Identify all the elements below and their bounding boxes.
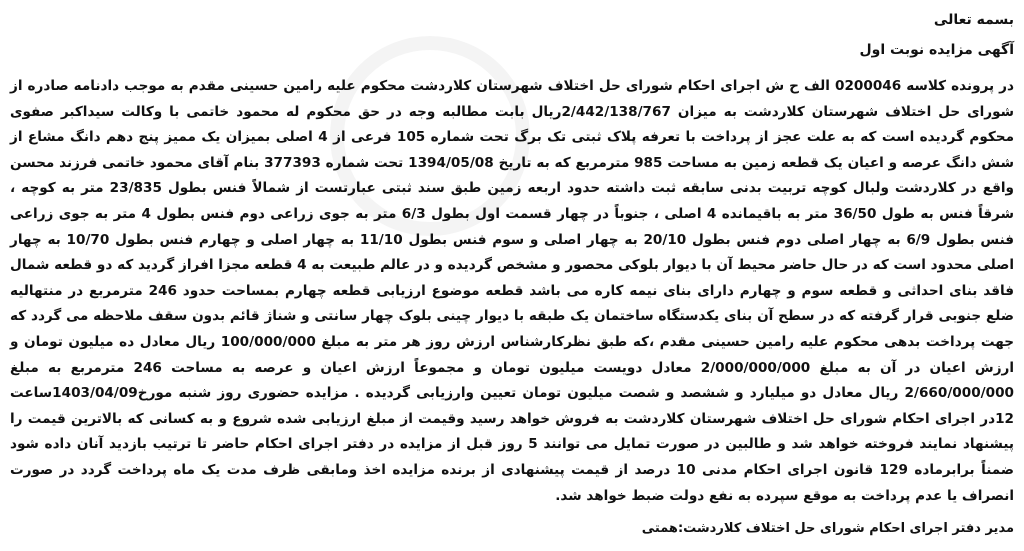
basmala-heading: بسمه تعالی	[933, 12, 1014, 28]
notice-body: در پرونده کلاسه 0200046 الف ح ش اجرای احکام شورای حل اختلاف شهرستان کلاردشت محکوم علیه رامین حسینی مقدم به موجب دادنامه صادره از شورای حل اختلاف شهرستان کلاردشت به میزان 2/442/138/767ریال بابت مطالبه وجه در حق محکوم له محمود خاتمی با وکالت سیداکبر صفوی محکوم گردیده است که به علت عجز از پرداخت با تعرفه پلاک ثبتی تک برگ تحت شماره 105 فرعی از 4 اصلی بمیزان یک ممیز پنج دهم دانگ مشاع از شش دانگ عرصه و اعیان یک قطعه زمین به مساحت 985 مترمربع که به تاریخ 1394/05/08 تحت شماره 377393 بنام آقای محمود خاتمی فرزند محسن واقع در کلاردشت ولبال کوچه تربیت بدنی سابقه ثبت داشته حدود اربعه زمین طبق سند ثبتی عبارتست از شمالاً فنس بطول 23/835 متر به کوچه ، شرقاً فنس به طول 36/50 متر به باقیمانده 4 اصلی ، جنوباً در چهار قسمت اول بطول 6/3 متر به جوی زراعی دوم فنس بطول 4 متر به جوی زراعی فنس بطول 6/9 به چهار اصلی دوم فنس بطول 20/10 به چهار اصلی و سوم فنس بطول 11/10 به چهار اصلی و چهارم فنس بطول 10/70 به چهار اصلی محدود است که در حال حاضر محیط آن با دیوار بلوکی محصور و مشخص گردیده و در عالم طبیعت به 4 قطعه مجزا افراز گردید که دو قطعه شمال فاقد بنای احداثی و قطعه سوم و چهارم دارای بنای نیمه کاره می باشد قطعه موضوع ارزیابی قطعه چهارم بمساحت حدود 246 مترمربع در منتهالیه ضلع جنوبی قرار گرفته که در سطح آن بنای یکدستگاه ساختمان یک طبقه با دیوار چینی بلوک چهار سانتی و شناژ قائم بدون سقف ملاحظه می گردد که جهت پرداخت بدهی محکوم علیه رامین حسینی مقدم ،که طبق نظرکارشناس ارزش روز هر متر به مبلغ 100/000/000 ریال معادل ده میلیون تومان و ارزش اعیان در آن به مبلغ 2/000/000/000 معادل دویست میلیون تومان و مجموعاً ارزش اعیان و عرصه به مساحت 246 مترمربع به مبلغ 2/660/000/000 ریال معادل دو میلیارد و ششصد و شصت میلیون تومان تعیین وارزیابی گردیده . مزایده حضوری روز شنبه مورخ1403/04/09ساعت 12در اجرای احکام شورای حل اختلاف شهرستان کلاردشت به فروش خواهد رسید وقیمت از مبلغ ارزیابی شده شروع و به کسانی که بالاترین قیمت را پیشنهاد نمایند فروخته خواهد شد و طالبین در صورت تمایل می توانند 5 روز قبل از مزایده در دفتر اجرای احکام حاضر تا ترتیب بازدید آنان داده شود ضمناً برابرماده 129 قانون اجرای احکام مدنی 10 درصد از قیمت پیشنهادی از برنده مزایده اخذ ومابقی ظرف مدت یک ماه پرداخت گردد در صورت انصراف یا عدم پرداخت به موقع سپرده به نفع دولت ضبط خواهد شد.	[10, 78, 1015, 504]
notice-title: آگهی مزایده نوبت اول	[859, 42, 1014, 58]
signature-line: مدیر دفتر اجرای احکام شورای حل اختلاف کلاردشت:همتی	[641, 521, 1014, 536]
